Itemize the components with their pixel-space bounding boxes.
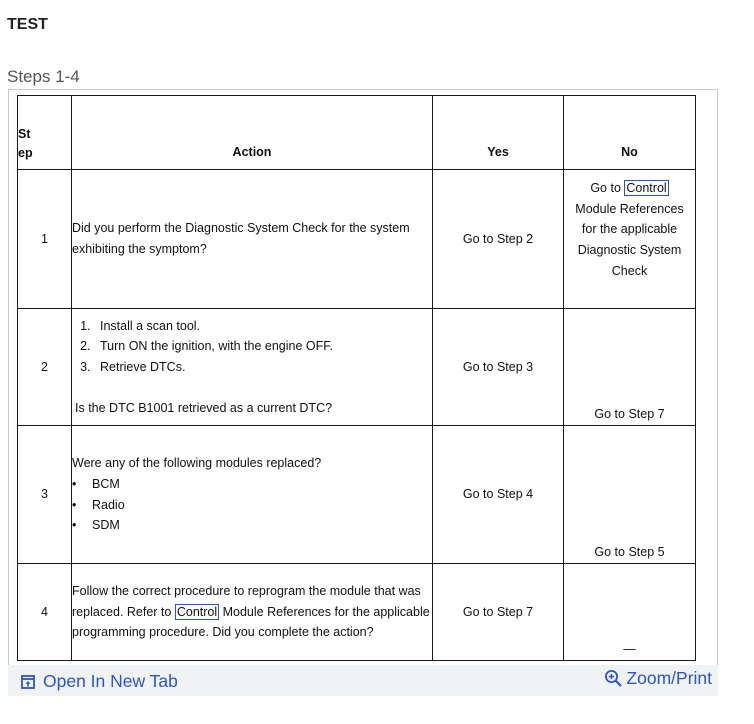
- no-cell: Go to Step 7: [564, 309, 696, 426]
- list-item: • SDM: [92, 515, 432, 536]
- yes-cell: Go to Step 4: [433, 426, 564, 564]
- no-cell: —: [564, 564, 696, 661]
- question-text: Were any of the following modules replaced?: [72, 456, 322, 471]
- no-cell: Go to Step 5: [564, 426, 696, 564]
- steps-subheading: Steps 1-4: [7, 67, 80, 86]
- list-item: 2. Turn ON the ignition, with the engine OFF.: [94, 336, 432, 357]
- action-cell: [72, 309, 433, 426]
- header-row: [18, 96, 696, 170]
- header-step: St ep: [18, 96, 72, 170]
- section-heading: TEST: [7, 16, 48, 33]
- zoom-print-label: Zoom/Print: [626, 668, 712, 688]
- table-row: [18, 170, 696, 309]
- table-footer: [8, 665, 718, 696]
- action-cell: Did you perform the Diagnostic System Check for the system exhibiting the symptom?: [72, 170, 433, 309]
- table-row: [18, 564, 696, 661]
- action-cell: [72, 426, 433, 564]
- table-row: [18, 426, 696, 564]
- yes-cell: Go to Step 3: [433, 309, 564, 426]
- header-yes: Yes: [433, 96, 564, 170]
- diagnostic-steps-table: [17, 95, 696, 661]
- list-item: 3. Retrieve DTCs.: [94, 357, 432, 378]
- no-cell: Go to Control Module References for the applicable Diagnostic System Check: [564, 170, 696, 309]
- list-item: • BCM: [92, 474, 432, 495]
- action-cell: Follow the correct procedure to reprogram the module that was replaced. Refer to Control Module References for the applicable programming procedure. Did you complete the action?: [72, 564, 433, 661]
- step-list: [72, 316, 432, 378]
- module-list: [72, 474, 432, 536]
- list-item: • Radio: [92, 495, 432, 516]
- step-number: 4: [18, 564, 72, 661]
- table-row: [18, 309, 696, 426]
- question-text: Is the DTC B1001 retrieved as a current DTC?: [75, 400, 333, 415]
- header-action: Action: [72, 96, 433, 170]
- list-item: 1. Install a scan tool.: [94, 316, 432, 337]
- step-number: 1: [18, 170, 72, 309]
- header-no: No: [564, 96, 696, 170]
- open-in-new-tab-icon: [21, 675, 35, 689]
- step-number: 3: [18, 426, 72, 564]
- step-number: 2: [18, 309, 72, 426]
- control-module-link[interactable]: Control: [176, 604, 218, 619]
- control-module-link[interactable]: Control: [626, 181, 667, 195]
- zoom-print-link[interactable]: [604, 668, 712, 689]
- open-in-new-tab-label: Open In New Tab: [43, 671, 178, 691]
- zoom-in-icon: [604, 669, 623, 688]
- yes-cell: Go to Step 2: [433, 170, 564, 309]
- no-cell-suffix: Module References for the applicable Diagnostic System Check: [575, 201, 684, 278]
- yes-cell: Go to Step 7: [433, 564, 564, 661]
- open-in-new-tab-link[interactable]: [21, 671, 178, 692]
